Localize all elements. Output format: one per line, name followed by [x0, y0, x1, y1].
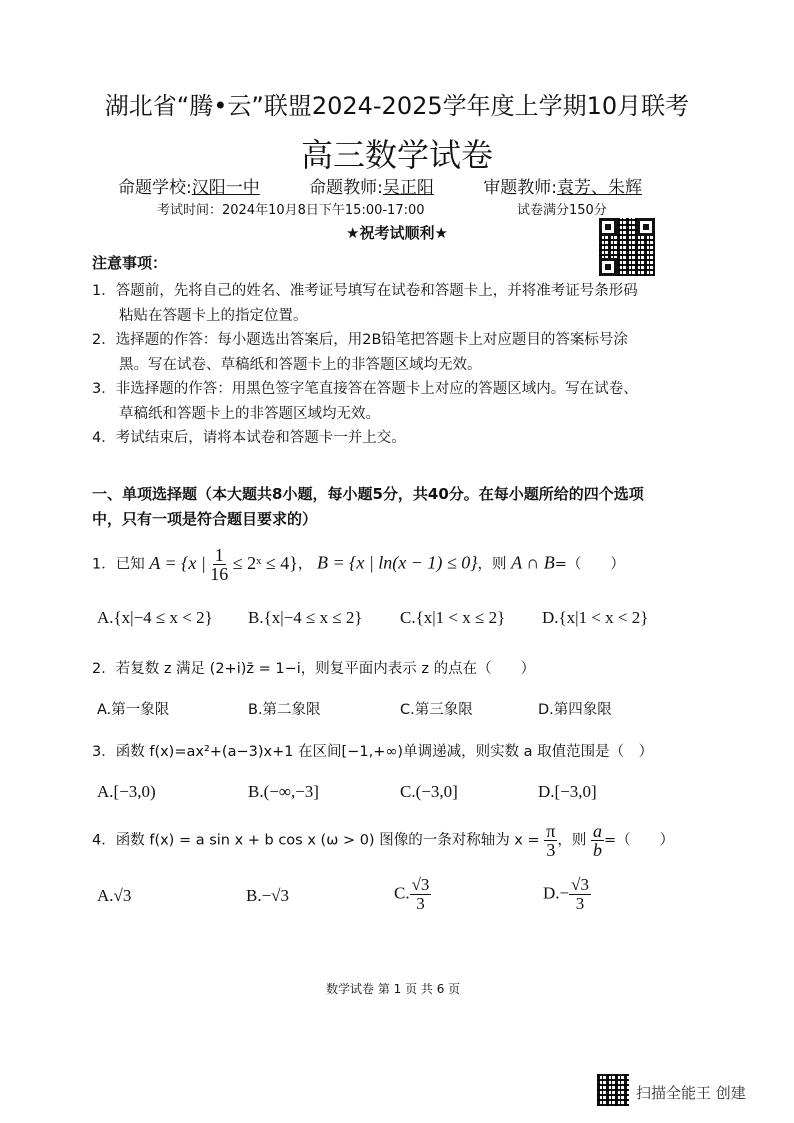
page-footer: 数学试卷 第 1 页 共 6 页	[326, 982, 461, 996]
question-4	[92, 822, 674, 859]
question-2: 2．若复数 z 满足 (2+i)z̄ = 1−i，则复平面内表示 z 的点在（ ）	[92, 661, 536, 677]
question-1	[92, 546, 625, 583]
q-text: ，	[297, 556, 313, 573]
note-item: 4．考试结束后，请将本试卷和答题卡一并上交。	[92, 430, 406, 446]
fraction-a-b: $\frac{a}{b}$	[592, 821, 602, 860]
exam-title: 湖北省“腾•云”联盟2024-2025学年度上学期10月联考	[104, 92, 690, 120]
school: 汉阳一中	[191, 178, 260, 198]
exam-subtitle: 高三数学试卷	[300, 136, 493, 174]
note-item: 2．选择题的作答：每小题选出答案后，用2B铅笔把答题卡上对应题目的答案标号涂	[92, 332, 628, 348]
camscanner-qr-icon	[597, 1074, 629, 1106]
notes-list	[92, 279, 638, 451]
note-item: 黑。写在试卷、草稿纸和答题卡上的非答题区域均无效。	[119, 356, 482, 373]
reviewer: 袁芳、朱辉	[557, 178, 643, 198]
note-item: 草稿纸和答题卡上的非答题区域均无效。	[119, 405, 380, 422]
q1-option-c: C.{x|1 < x ≤ 2}	[400, 608, 506, 627]
q-text: 1．已知	[92, 556, 145, 573]
q3-option-a: A.[−3,0)	[97, 782, 156, 801]
q2-option-a: A.第一象限	[97, 702, 170, 718]
q1-option-a: A.{x|−4 ≤ x < 2}	[97, 608, 213, 627]
q3-option-d: D.[−3,0]	[538, 782, 597, 801]
q-text: =（ ）	[554, 556, 625, 573]
q2-option-c: C.第三象限	[400, 702, 473, 718]
school-label: 命题学校:	[118, 178, 192, 198]
teacher: 吴正阳	[382, 178, 434, 198]
q-text: =（ ）	[603, 832, 675, 849]
section-line: 一、单项选择题（本大题共8小题，每小题5分，共40分。在每小题所给的四个选项	[92, 485, 644, 503]
intersection: A ∩ B	[511, 552, 555, 573]
set-a: A = {x | $\frac{1}{16}$ ≤ 2ˣ ≤ 4}	[149, 545, 298, 584]
q2-option-d: D.第四象限	[538, 702, 612, 718]
section-heading	[92, 482, 644, 532]
q4-option-b: B.−√3	[246, 886, 290, 905]
q4-option-a: A.√3	[97, 886, 132, 905]
q1-option-d: D.{x|1 < x < 2}	[542, 608, 649, 627]
q4-option-d: D.− $\frac{√3}{3}$	[543, 875, 589, 913]
reviewer-label: 审题教师:	[483, 178, 558, 198]
q2-option-b: B.第二象限	[248, 702, 321, 718]
note-item: 3．非选择题的作答：用黑色签字笔直接答在答题卡上对应的答题区域内。写在试卷、	[92, 381, 638, 397]
q3-option-c: C.(−3,0]	[400, 782, 458, 801]
teacher-label: 命题教师:	[309, 178, 383, 198]
question-3: 3．函数 f(x)=ax²+(a−3)x+1 在区间[−1,+∞)单调递减，则实数 a 取值范围是（ ）	[92, 744, 654, 760]
q4-option-c: C. $\frac{√3}{3}$	[394, 875, 430, 913]
camscanner-watermark: 扫描全能王 创建	[636, 1084, 746, 1102]
q-text: 4．函数 f(x) = a sin x + b cos x (ω > 0) 图像的一条对称轴为 x =	[92, 832, 540, 849]
q-text: ，则	[557, 832, 587, 849]
qr-code-icon	[599, 218, 655, 276]
notes-title: 注意事项：	[92, 254, 168, 272]
set-b: B = {x | ln(x − 1) ≤ 0}	[317, 552, 478, 573]
meta-row	[118, 173, 642, 198]
fraction: $\frac{1}{16}$	[210, 545, 229, 584]
note-item: 粘贴在答题卡上的指定位置。	[119, 307, 308, 324]
exam-score: 试卷满分150分	[517, 203, 607, 218]
q-text: ，则	[477, 556, 507, 573]
exam-time: 考试时间：2024年10月8日下午15:00-17:00	[157, 203, 425, 218]
wish: ★祝考试顺利★	[346, 224, 448, 242]
note-item: 1．答题前，先将自己的姓名、准考证号填写在试卷和答题卡上，并将准考证号条形码	[92, 283, 638, 299]
q1-option-b: B.{x|−4 ≤ x ≤ 2}	[248, 608, 363, 627]
section-line: 中，只有一项是符合题目要求的）	[92, 510, 318, 528]
fraction-pi-3: $\frac{\pi}{3}$	[546, 821, 556, 860]
q3-option-b: B.(−∞,−3]	[248, 782, 319, 801]
